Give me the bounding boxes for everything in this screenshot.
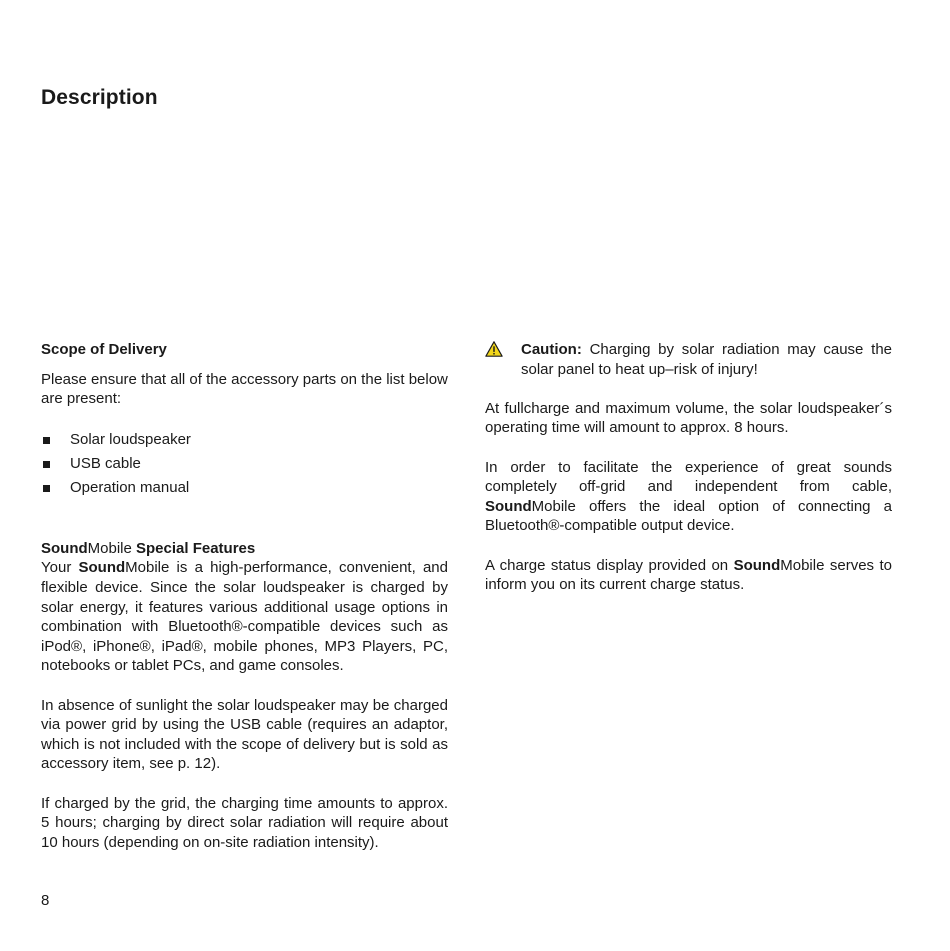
list-item [41,452,448,476]
square-bullet-icon [43,437,50,444]
square-bullet-icon [43,461,50,468]
text-run: Mobile is a high-performance, convenient, and flexible device. Since the solar loudspeaker is charged by solar energy, it features various additional usage options in combination with Bluetooth®-compatible devices such as iPod®, iPhone®, iPad®, mobile phones, MP3 Players, PC, notebooks or tablet PCs, and game consoles. [41,559,448,675]
brand-sound: Sound [733,556,781,574]
list-item [41,428,448,452]
brand-sound: Sound [485,497,532,515]
right-paragraph-2 [485,458,892,536]
caution-note [485,340,892,379]
right-column [485,340,892,595]
list-item-label: Solar loudspeaker [70,430,191,448]
square-bullet-icon [43,485,50,492]
features-section [41,539,448,853]
right-paragraph-1: At fullcharge and maximum volume, the solar loudspeaker´s operating time will amount to approx. 8 hours. [485,399,892,437]
caution-text [521,340,892,379]
warning-triangle-icon [485,340,503,358]
caution-label: Caution: [521,341,582,358]
text-run: Charging by solar radiation may cause the solar panel to heat up–risk of injury! [521,341,892,378]
text-run: Mobile offers the ideal option of connecting a Bluetooth®-compatible output device. [485,497,892,535]
list-item-label: USB cable [70,454,141,472]
brand-sound: Sound [41,539,88,557]
page-number: 8 [41,892,50,909]
left-column [41,340,448,852]
scope-heading: Scope of Delivery [41,341,167,358]
scope-intro: Please ensure that all of the accessory parts on the list below are present: [41,370,448,408]
brand-sound: Sound [78,559,126,577]
features-title-suffix: Special Features [131,539,256,557]
text-run: A charge status display provided on [485,556,734,574]
text-run: In order to facilitate the experience of great sounds completely off-grid and independent from cable, [485,458,892,496]
page-title: Description [41,86,158,109]
right-paragraph-3 [485,556,892,595]
list-item-label: Operation manual [70,478,190,496]
features-paragraph-2: In absence of sunlight the solar loudspeaker may be charged via power grid by using the USB cable (requires an adaptor, which is not included with the scope of delivery but is sold as accessory item, see p. 12). [41,696,448,773]
text-run: Mobile serves to inform you on its current charge status. [485,556,892,594]
features-paragraph-3: If charged by the grid, the charging time amounts to approx. 5 hours; charging by direct solar radiation will require about 10 hours (depending on on-site radiation intensity). [41,794,448,851]
delivery-list [41,428,448,500]
list-item [41,476,448,500]
features-paragraph-1 [41,558,448,676]
features-heading [41,539,448,559]
text-run: Your [41,559,79,577]
brand-mobile: Mobile [87,539,132,557]
